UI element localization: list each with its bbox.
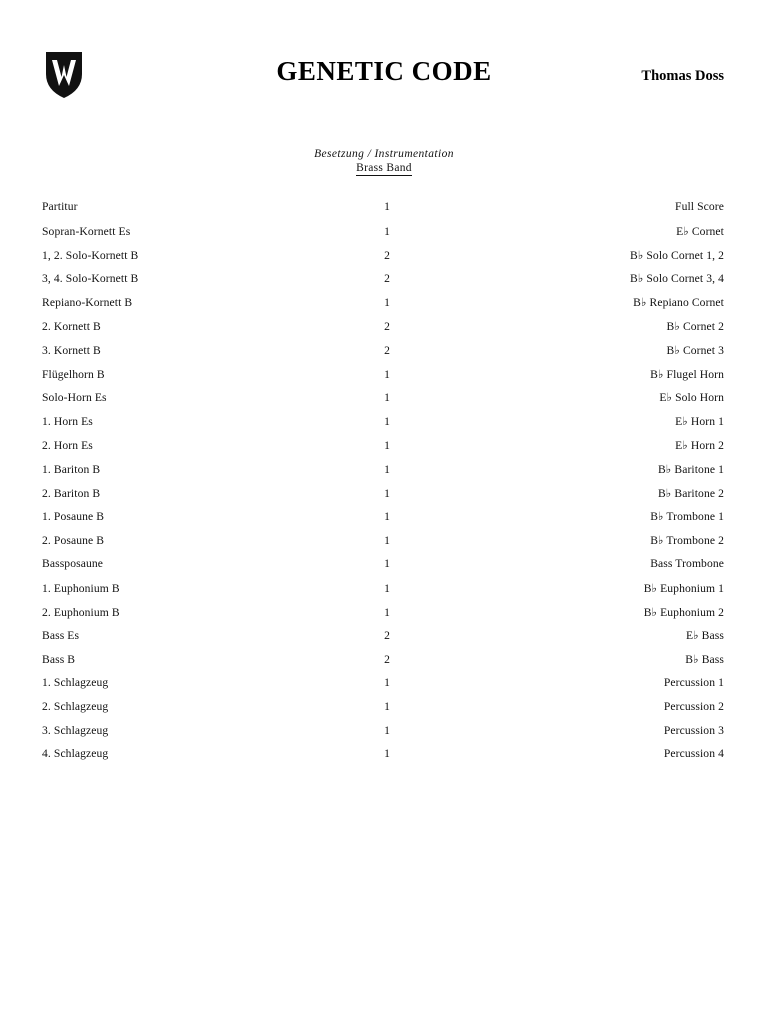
instrument-name-de: 3. Kornett B (42, 343, 101, 357)
instrument-quantity: 1 (384, 415, 390, 429)
instrument-quantity: 2 (384, 653, 390, 667)
instrument-name-de: 2. Bariton B (42, 486, 101, 500)
instrument-quantity: 1 (384, 296, 390, 310)
table-row (42, 557, 726, 581)
instrument-name-en: B♭ Cornet 3 (666, 343, 724, 357)
table-row (42, 486, 726, 510)
instrument-name-de: 2. Horn Es (42, 438, 93, 452)
table-row (42, 414, 726, 438)
instrumentation-caption (0, 148, 768, 174)
instrument-name-en: B♭ Baritone 2 (657, 486, 724, 500)
instrument-name-de: 3, 4. Solo-Kornett B (42, 272, 139, 286)
table-row (42, 390, 726, 414)
caption-line-ensemble (0, 162, 768, 174)
table-row (42, 343, 726, 367)
page-title: GENETIC CODE (276, 56, 492, 86)
table-row (42, 533, 726, 557)
table-row (42, 676, 726, 700)
page-header (0, 42, 768, 112)
instrument-quantity: 1 (384, 510, 390, 524)
instrument-quantity: 1 (384, 462, 390, 476)
instrument-name-en: B♭ Baritone 1 (657, 462, 724, 476)
composer-name: Thomas Doss (641, 68, 724, 84)
instrument-quantity: 2 (384, 272, 390, 286)
table-row (42, 462, 726, 486)
instrument-name-de: 1. Euphonium B (42, 581, 120, 595)
table-row (42, 652, 726, 676)
instrument-name-de: Flügelhorn B (42, 367, 105, 381)
instrument-name-en: Percussion 3 (663, 723, 724, 737)
instrument-quantity: 1 (384, 391, 390, 405)
instrument-name-en: E♭ Horn 1 (675, 415, 724, 429)
instrument-name-en: E♭ Cornet (676, 224, 724, 238)
instrument-name-en: B♭ Repiano Cornet (633, 296, 724, 310)
instrument-name-de: 1. Bariton B (42, 462, 101, 476)
instrument-quantity: 1 (384, 200, 390, 213)
ensemble-label: Brass Band (356, 162, 412, 174)
instrument-name-de: Bass B (42, 653, 76, 667)
instrument-name-en: B♭ Solo Cornet 1, 2 (629, 248, 724, 262)
instrument-name-de: 1. Horn Es (42, 415, 93, 429)
instrument-quantity: 1 (384, 486, 390, 500)
instrument-name-en: Percussion 4 (663, 747, 724, 761)
instrument-quantity: 1 (384, 747, 390, 761)
instrument-name-de: 2. Schlagzeug (42, 699, 109, 713)
table-row (42, 367, 726, 391)
instrument-quantity: 1 (384, 675, 390, 689)
instrument-name-de: 1. Schlagzeug (42, 675, 109, 689)
instrument-name-de: 3. Schlagzeug (42, 723, 109, 737)
table-row (42, 628, 726, 652)
instrument-name-de: Sopran-Kornett Es (42, 224, 131, 238)
instrument-name-de: Partitur (42, 200, 78, 213)
instrument-name-en: B♭ Euphonium 1 (643, 581, 724, 595)
instrument-name-en: Bass Trombone (650, 556, 724, 570)
table-row (42, 295, 726, 319)
table-row (42, 224, 726, 248)
table-row (42, 724, 726, 748)
table-row (42, 438, 726, 462)
instrument-name-de: 1, 2. Solo-Kornett B (42, 248, 139, 262)
instrument-name-en: Percussion 1 (663, 675, 724, 689)
instrument-name-en: E♭ Horn 2 (675, 438, 724, 452)
table-row (42, 700, 726, 724)
instrument-name-en: B♭ Trombone 1 (650, 510, 724, 524)
instrument-quantity: 1 (384, 224, 390, 238)
instrument-name-en: E♭ Bass (685, 629, 724, 643)
instrument-quantity: 1 (384, 605, 390, 619)
instrument-name-en: B♭ Cornet 2 (666, 319, 724, 333)
table-row (42, 581, 726, 605)
instrument-name-de: Solo-Horn Es (42, 391, 107, 405)
instrument-name-de: 4. Schlagzeug (42, 747, 109, 761)
instrument-quantity: 1 (384, 367, 390, 381)
instrument-name-en: Percussion 2 (663, 699, 724, 713)
instrument-quantity: 1 (384, 534, 390, 548)
instrument-name-de: 2. Posaune B (42, 534, 105, 548)
table-row (42, 271, 726, 295)
table-row (42, 747, 726, 771)
instrument-name-de: 1. Posaune B (42, 510, 105, 524)
table-row (42, 605, 726, 629)
table-row (42, 319, 726, 343)
instrument-name-de: 2. Euphonium B (42, 605, 120, 619)
instrument-name-de: Bassposaune (42, 556, 103, 570)
instrument-quantity: 1 (384, 581, 390, 595)
instrument-quantity: 1 (384, 723, 390, 737)
instrument-name-de: 2. Kornett B (42, 319, 101, 333)
instrumentation-table (42, 200, 726, 771)
instrument-quantity: 1 (384, 699, 390, 713)
instrument-quantity: 2 (384, 629, 390, 643)
instrument-quantity: 2 (384, 343, 390, 357)
instrument-name-en: E♭ Solo Horn (659, 391, 724, 405)
instrument-name-en: B♭ Flugel Horn (650, 367, 724, 381)
instrument-name-en: B♭ Euphonium 2 (643, 605, 724, 619)
instrument-name-de: Repiano-Kornett B (42, 296, 133, 310)
table-row (42, 248, 726, 272)
instrument-quantity: 1 (384, 556, 390, 570)
instrument-name-en: B♭ Bass (685, 653, 724, 667)
caption-line-instrumentation: Besetzung / Instrumentation (314, 148, 454, 160)
instrument-quantity: 2 (384, 248, 390, 262)
instrument-name-en: B♭ Solo Cornet 3, 4 (629, 272, 724, 286)
table-row (42, 509, 726, 533)
table-row (42, 200, 726, 224)
instrument-quantity: 1 (384, 438, 390, 452)
instrument-name-en: Full Score (675, 200, 724, 213)
instrument-name-de: Bass Es (42, 629, 80, 643)
instrument-quantity: 2 (384, 319, 390, 333)
instrument-name-en: B♭ Trombone 2 (650, 534, 724, 548)
